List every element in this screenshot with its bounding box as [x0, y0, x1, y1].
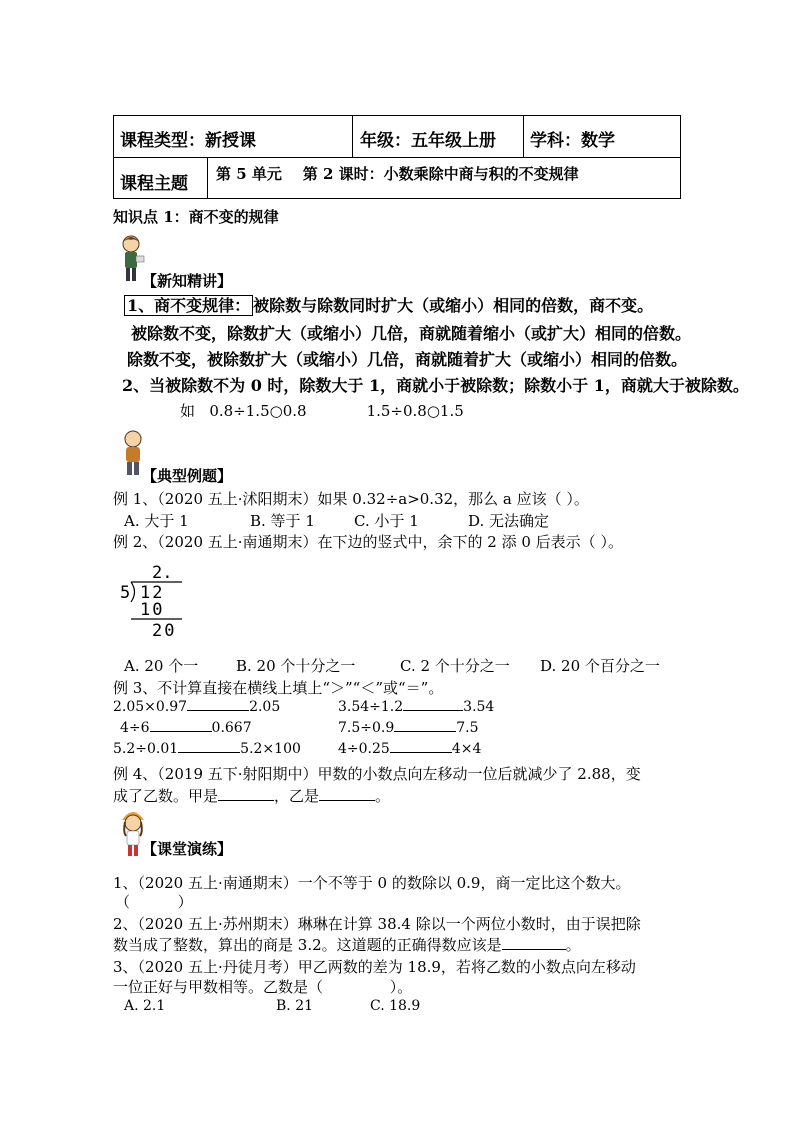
division-divisor: 5	[120, 583, 131, 603]
example-2-option-b: B. 20 个十分之一	[236, 657, 356, 675]
e4-prefix: 成了乙数。甲是	[113, 787, 219, 805]
example-3-row-1	[113, 699, 280, 715]
example-3-row-2b	[338, 720, 479, 736]
e3-item-3-blank[interactable]	[150, 731, 212, 732]
rule-2: 被除数不变，除数扩大（或缩小）几倍，商就随着缩小（或扩大）相同的倍数。	[131, 324, 692, 343]
e3-item-5-left: 5.2÷0.01	[113, 741, 179, 757]
e4-suffix: 。	[375, 787, 391, 805]
rule-4: 2、当被除数不为 0 时，除数大于 1，商就小于被除数；除数小于 1，商就大于被除数。	[122, 376, 749, 395]
example-4-line-1: 例 4、（2019 五下·射阳期中）甲数的小数点向左移动一位后就减少了 2.88，变	[113, 765, 641, 783]
practice-3-line-2: 一位正好与甲数相等。乙数是（ ）。	[113, 978, 413, 996]
example-1-option-d: D. 无法确定	[468, 512, 550, 530]
section-class-practice: 【课堂演练】	[142, 840, 233, 858]
example-1: 例 1、（2020 五上·沭阳期末）如果 0.32÷a>0.32，那么 a 应该（ ）。	[113, 490, 589, 508]
knowledge-point-title: 知识点 1：商不变的规律	[113, 208, 279, 226]
e4-middle: ，乙是	[274, 787, 320, 805]
course-type: 课程类型：新授课	[120, 131, 256, 151]
e3-item-6-right: 4×4	[451, 741, 482, 757]
division-remainder: 20	[152, 621, 177, 640]
example-1-option-a: A. 大于 1	[124, 512, 189, 530]
header-col-divider	[523, 116, 524, 157]
e3-item-3-left: 4÷6	[120, 720, 150, 736]
example-4-line-2	[113, 785, 390, 806]
p2-suffix: 。	[565, 936, 581, 954]
header-divider	[114, 157, 680, 158]
e3-item-2-right: 3.54	[463, 699, 495, 715]
p3-option-a: A. 2.1	[124, 998, 166, 1014]
e3-item-1-left: 2.05×0.97	[113, 699, 188, 715]
theme-value: 第 5 单元 第 2 课时：小数乘除中商与积的不变规律	[216, 165, 579, 183]
example-2-option-d: D. 20 个百分之一	[540, 657, 660, 675]
e3-item-5-right: 5.2×100	[240, 741, 301, 757]
e3-item-5-blank[interactable]	[178, 752, 240, 753]
example-2-option-c: C. 2 个十分之一	[400, 657, 510, 675]
e3-item-6-blank[interactable]	[390, 752, 452, 753]
practice-1-line-2: （ ）	[115, 893, 193, 911]
e3-item-2-blank[interactable]	[403, 710, 463, 711]
example-2-option-a: A. 20 个一	[124, 657, 199, 675]
p3-option-b: B. 21	[276, 998, 314, 1014]
e3-item-4-left: 7.5÷0.9	[338, 720, 395, 736]
e3-item-4-right: 7.5	[456, 720, 479, 736]
subject: 学科：数学	[530, 131, 615, 151]
rule-example-prefix: 如	[180, 402, 196, 420]
division-bracket	[131, 582, 135, 602]
e3-item-2-left: 3.54÷1.2	[338, 699, 404, 715]
example-2-options	[124, 655, 660, 676]
long-division	[118, 562, 188, 640]
practice-3-line-1: 3、（2020 五上·丹徒月考）甲乙两数的差为 18.9，若将乙数的小数点向左移动	[113, 958, 636, 976]
rule-example-2: 1.5÷0.8○1.5	[366, 402, 464, 420]
example-3-row-3	[113, 741, 301, 757]
e3-item-3-right: 0.667	[211, 720, 252, 736]
header-col-divider	[352, 116, 353, 157]
example-3-row-3b	[338, 741, 481, 757]
rule-3: 除数不变，被除数扩大（或缩小）几倍，商就随着扩大（或缩小）相同的倍数。	[127, 350, 688, 369]
example-2: 例 2、（2020 五上·南通期末）在下边的竖式中，余下的 2 添 0 后表示（ ）。	[113, 533, 623, 551]
rule-example-1: 0.8÷1.5○0.8	[209, 402, 307, 420]
header-col-divider	[207, 157, 208, 199]
e3-item-1-right: 2.05	[249, 699, 281, 715]
rule-example	[180, 400, 464, 421]
example-3-row-1b	[338, 699, 494, 715]
practice-2-line-1: 2、（2020 五上·苏州期末）琳琳在计算 38.4 除以一个两位小数时，由于误把除	[113, 915, 641, 933]
practice-1-line-1: 1、（2020 五上·南通期末）一个不等于 0 的数除以 0.9，商一定比这个数大。	[113, 874, 631, 892]
division-dividend: 12	[140, 583, 165, 603]
section-new-knowledge: 【新知精讲】	[142, 272, 233, 290]
p2-prefix: 数当成了整数，算出的商是 3.2。这道题的正确得数应该是	[113, 936, 502, 954]
rule-1	[124, 293, 653, 316]
p3-option-c: C. 18.9	[370, 998, 421, 1014]
example-3: 例 3、不计算直接在横线上填上“＞”“＜”或“＝”。	[113, 679, 444, 697]
division-product: 10	[140, 600, 165, 620]
theme-label: 课程主题	[120, 174, 188, 194]
e4-blank-2[interactable]	[319, 800, 375, 801]
p2-blank[interactable]	[502, 949, 566, 950]
e4-blank-1[interactable]	[218, 800, 274, 801]
rule-1-text: 被除数与除数同时扩大（或缩小）相同的倍数，商不变。	[253, 296, 654, 315]
practice-2-line-2	[113, 934, 581, 955]
header-table	[113, 115, 681, 199]
grade: 年级：五年级上册	[360, 131, 496, 151]
e3-item-4-blank[interactable]	[394, 731, 456, 732]
example-1-option-c: C. 小于 1	[354, 512, 419, 530]
example-3-row-2	[120, 720, 252, 736]
e3-item-6-left: 4÷0.25	[338, 741, 390, 757]
rule-1-box: 1、商不变规律：	[124, 295, 253, 316]
example-1-option-b: B. 等于 1	[250, 512, 315, 530]
section-typical-examples: 【典型例题】	[142, 467, 233, 485]
practice-3-options	[124, 998, 420, 1014]
example-1-options	[124, 510, 549, 531]
e3-item-1-blank[interactable]	[187, 710, 249, 711]
division-quotient: 2.	[152, 563, 173, 583]
